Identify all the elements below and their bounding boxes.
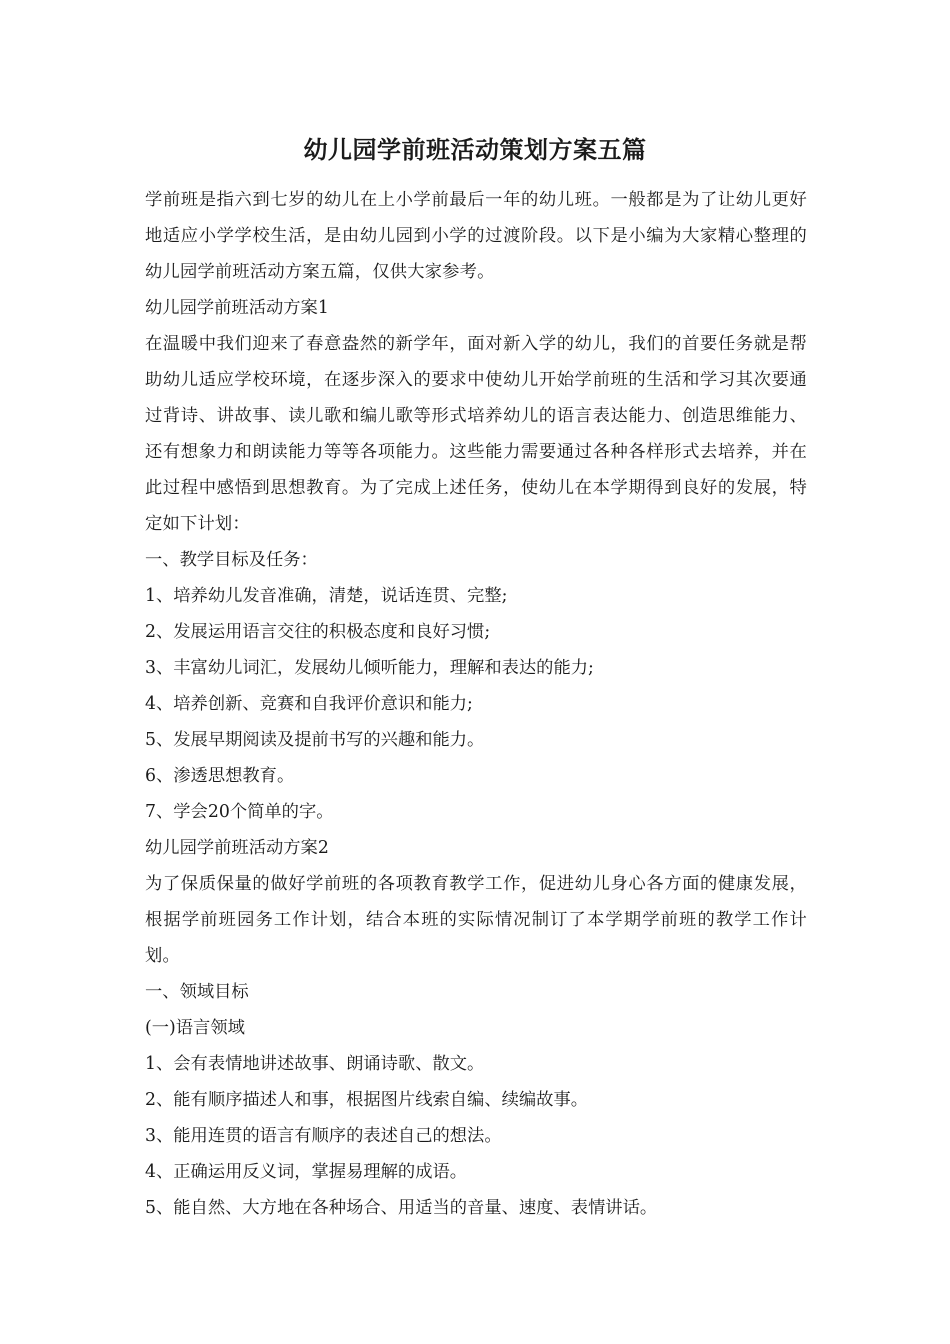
list-item: 3、能用连贯的语言有顺序的表述自己的想法。: [145, 1126, 502, 1146]
plan2-heading: 幼儿园学前班活动方案2: [145, 838, 329, 858]
list-item: 1、培养幼儿发音准确，清楚，说话连贯、完整;: [145, 586, 508, 606]
list-item: 4、正确运用反义词，掌握易理解的成语。: [145, 1162, 468, 1182]
plan2-subsection-heading: (一)语言领域: [145, 1018, 245, 1038]
list-item: 5、发展早期阅读及提前书写的兴趣和能力。: [145, 730, 485, 750]
intro-paragraph: 学前班是指六到七岁的幼儿在上小学前最后一年的幼儿班。一般都是为了让幼儿更好地适应小学学校生活，是由幼儿园到小学的过渡阶段。以下是小编为大家精心整理的幼儿园学前班活动方案五篇，仅供大家参考。: [145, 190, 807, 282]
plan2-paragraph: 为了保质保量的做好学前班的各项教育教学工作，促进幼儿身心各方面的健康发展，根据学前班园务工作计划，结合本班的实际情况制订了本学期学前班的教学工作计划。: [145, 874, 807, 966]
list-item: 1、会有表情地讲述故事、朗诵诗歌、散文。: [145, 1054, 485, 1074]
list-item: 2、能有顺序描述人和事，根据图片线索自编、续编故事。: [145, 1090, 589, 1110]
list-item: 7、学会20个简单的字。: [145, 802, 334, 822]
document-body: [145, 182, 807, 1226]
plan1-heading: 幼儿园学前班活动方案1: [145, 298, 329, 318]
plan1-section-heading: 一、教学目标及任务：: [145, 550, 318, 570]
list-item: 5、能自然、大方地在各种场合、用适当的音量、速度、表情讲话。: [145, 1198, 658, 1218]
list-item: 4、培养创新、竞赛和自我评价意识和能力;: [145, 694, 473, 714]
plan2-section-heading: 一、领域目标: [145, 982, 249, 1002]
list-item: 2、发展运用语言交往的积极态度和良好习惯;: [145, 622, 491, 642]
list-item: 6、渗透思想教育。: [145, 766, 295, 786]
plan1-paragraph: 在温暖中我们迎来了春意盎然的新学年，面对新入学的幼儿，我们的首要任务就是帮助幼儿适应学校环境，在逐步深入的要求中使幼儿开始学前班的生活和学习其次要通过背诗、讲故事、读儿歌和编儿歌等形式培养幼儿的语言表达能力、创造思维能力、还有想象力和朗读能力等等各项能力。这些能力需要通过各种各样形式去培养，并在此过程中感悟到思想教育。为了完成上述任务，使幼儿在本学期得到良好的发展，特定如下计划：: [145, 334, 807, 534]
list-item: 3、丰富幼儿词汇，发展幼儿倾听能力，理解和表达的能力;: [145, 658, 594, 678]
document-title: 幼儿园学前班活动策划方案五篇: [303, 135, 647, 164]
